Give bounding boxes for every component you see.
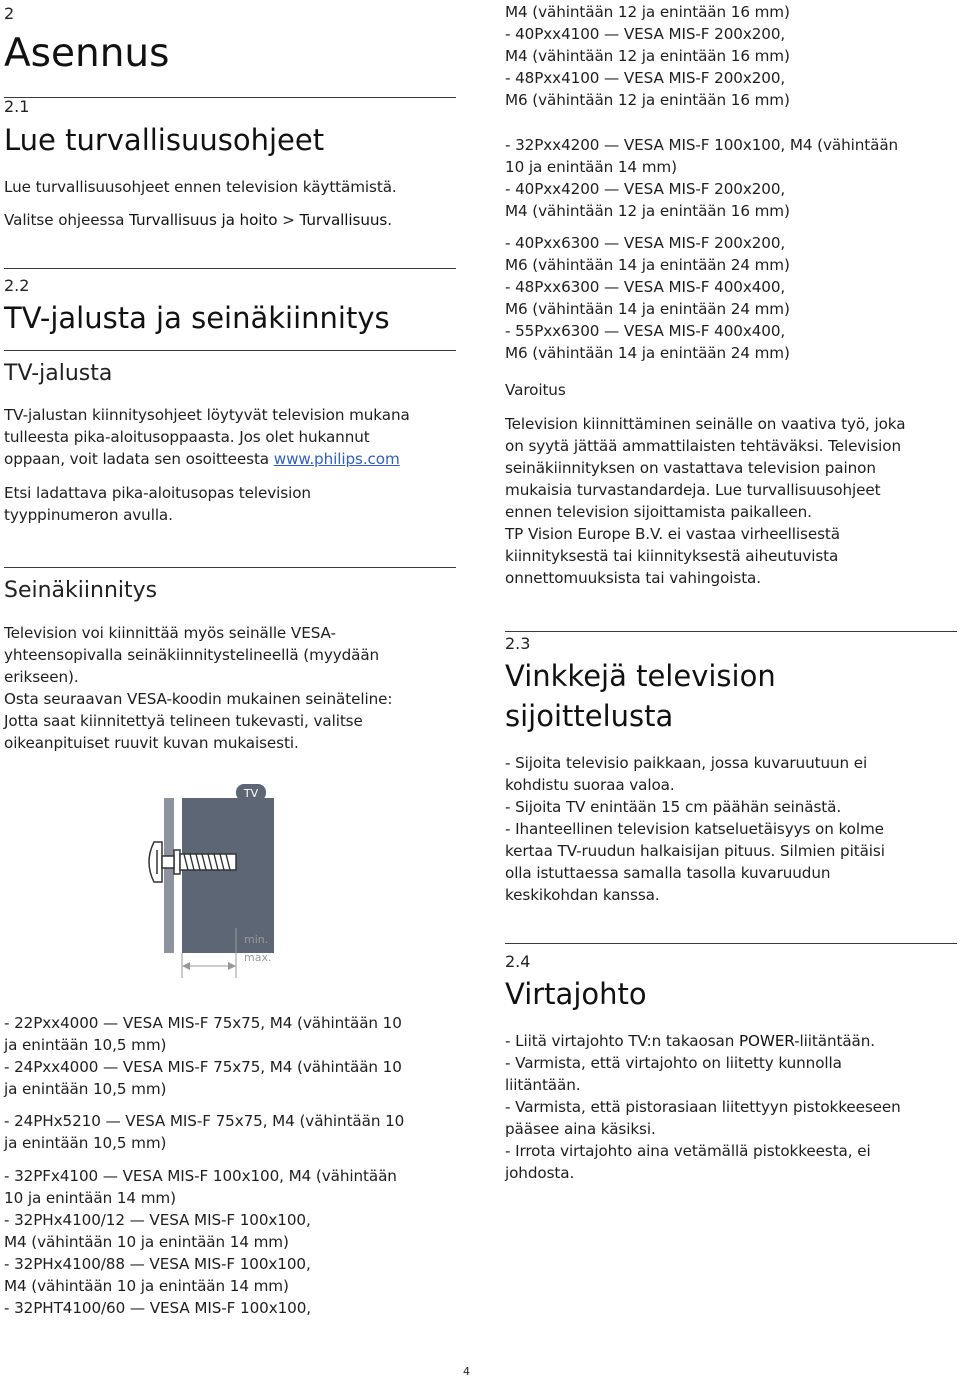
list-item: M6 (vähintään 14 ja enintään 24 mm) xyxy=(505,344,790,362)
chapter-number: 2 xyxy=(4,4,15,23)
caution-heading xyxy=(505,379,957,401)
list-item: keskikohdan kanssa. xyxy=(505,886,660,904)
screw-length-diagram xyxy=(140,778,290,983)
list-item: - Sijoita televisio paikkaan, jossa kuvaruutuun ei xyxy=(505,754,868,772)
list-item: - 32Pxx4200 — VESA MIS-F 100x100, M4 (vähintään xyxy=(505,136,899,154)
section-title-stand-mount: TV-jalusta ja seinäkiinnitys xyxy=(4,301,390,335)
paragraph-line: onnettomuuksista tai vahingoista. xyxy=(505,569,761,587)
safety-instruction xyxy=(4,209,456,231)
list-item: - 32PFx4100 — VESA MIS-F 100x100, M4 (vähintään xyxy=(4,1167,397,1185)
placement-tips xyxy=(505,752,957,906)
list-item: - 40Pxx6300 — VESA MIS-F 200x200, xyxy=(505,234,786,252)
list-item: ja enintään 10,5 mm) xyxy=(4,1036,167,1054)
text-span: > xyxy=(277,211,300,229)
paragraph-line: Television voi kiinnittää myös seinälle VESA- xyxy=(4,624,336,642)
list-item: kohdistu suoraa valoa. xyxy=(505,776,675,794)
title-line: sijoittelusta xyxy=(505,699,674,733)
arrow-right-icon xyxy=(228,962,236,970)
chapter-title: Asennus xyxy=(4,31,170,76)
section-number-2-4: 2.4 xyxy=(505,952,531,971)
text-span: oppaan, voit ladata sen osoitteesta xyxy=(4,450,274,468)
paragraph-line: oikeanpituiset ruuvit kuvan mukaisesti. xyxy=(4,734,299,752)
list-item: M4 (vähintään 10 ja enintään 14 mm) xyxy=(4,1277,289,1295)
list-item: - 32PHx4100/12 — VESA MIS-F 100x100, xyxy=(4,1211,311,1229)
list-item: - Varmista, että pistorasiaan liitettyyn pistokkeeseen xyxy=(505,1098,901,1116)
power-connector-label: POWER xyxy=(738,1032,795,1050)
list-item: - 40Pxx4200 — VESA MIS-F 200x200, xyxy=(505,180,786,198)
section-title-safety: Lue turvallisuusohjeet xyxy=(4,123,325,157)
section-divider xyxy=(4,268,456,269)
paragraph-line: Etsi ladattava pika-aloitusopas television xyxy=(4,484,311,502)
list-item: pääsee aina käsiksi. xyxy=(505,1120,656,1138)
power-cord-text xyxy=(505,1030,957,1184)
page-number: 4 xyxy=(463,1365,470,1378)
list-item: M4 (vähintään 12 ja enintään 16 mm) xyxy=(505,202,790,220)
vesa-list-left-2 xyxy=(4,1110,456,1154)
list-item: - 55Pxx6300 — VESA MIS-F 400x400, xyxy=(505,322,786,340)
list-item: 10 ja enintään 14 mm) xyxy=(505,158,677,176)
list-item: - Varmista, että virtajohto on liitetty kunnolla xyxy=(505,1054,842,1072)
list-item: ja enintään 10,5 mm) xyxy=(4,1134,167,1152)
max-label: max. xyxy=(244,951,272,964)
list-item: - 32PHT4100/60 — VESA MIS-F 100x100, xyxy=(4,1299,312,1317)
paragraph-line: Television kiinnittäminen seinälle on vaativa työ, joka xyxy=(505,415,906,433)
paragraph-line: mukaisia turvastandardeja. Lue turvallisuusohjeet xyxy=(505,481,881,499)
list-item: - 40Pxx4100 — VESA MIS-F 200x200, xyxy=(505,25,786,43)
left-column xyxy=(4,0,456,1379)
paragraph-line: ennen television sijoittamista paikalleen. xyxy=(505,503,812,521)
screw-washer xyxy=(174,850,180,874)
section-number-2-2: 2.2 xyxy=(4,276,30,295)
list-item: M4 (vähintään 10 ja enintään 14 mm) xyxy=(4,1233,289,1251)
section-number-2-1: 2.1 xyxy=(4,97,30,116)
ui-reference: Turvallisuus ja hoito xyxy=(129,211,278,229)
list-item: M6 (vähintään 12 ja enintään 16 mm) xyxy=(505,91,790,109)
screw-neck xyxy=(162,856,174,868)
section-divider xyxy=(4,97,456,98)
list-item: liitäntään. xyxy=(505,1076,581,1094)
tv-back-panel xyxy=(182,798,274,953)
right-column xyxy=(505,0,957,1379)
paragraph-line: tyyppinumeron avulla. xyxy=(4,506,173,524)
vesa-list-left-1 xyxy=(4,1012,456,1100)
section-title-power-cord: Virtajohto xyxy=(505,977,647,1011)
paragraph-line: tulleesta pika-aloitusoppaasta. Jos olet hukannut xyxy=(4,428,370,446)
vesa-list-right-2 xyxy=(505,134,957,222)
stand-text xyxy=(4,404,456,470)
vesa-list-right-3 xyxy=(505,232,957,364)
list-item: kertaa TV-ruudun halkaisijan pituus. Silmien pitäisi xyxy=(505,842,885,860)
paragraph-line: kiinnityksestä tai kiinnityksestä aiheutuvista xyxy=(505,547,839,565)
screw-head xyxy=(149,842,162,882)
caution-text xyxy=(505,413,957,589)
paragraph-line: on syytä jättää ammattilaisten tehtäväksi. Television xyxy=(505,437,901,455)
text-span: -liitäntään. xyxy=(794,1032,876,1050)
vesa-list-left-3 xyxy=(4,1165,456,1319)
list-item: - Ihanteellinen television katseluetäisyys on kolme xyxy=(505,820,884,838)
paragraph-line: Jotta saat kiinnitettyä telineen tukevasti, valitse xyxy=(4,712,363,730)
list-item: - 32PHx4100/88 — VESA MIS-F 100x100, xyxy=(4,1255,311,1273)
safety-text xyxy=(4,176,456,198)
section-number-2-3: 2.3 xyxy=(505,634,531,653)
list-item: olla istuttaessa samalla tasolla kuvaruudun xyxy=(505,864,831,882)
paragraph-line: Lue turvallisuusohjeet ennen television käyttämistä. xyxy=(4,178,397,196)
section-divider xyxy=(505,631,957,632)
section-divider xyxy=(505,943,957,944)
paragraph-line: yhteensopivalla seinäkiinnitystelineellä (myydään xyxy=(4,646,380,664)
list-item: - Irrota virtajohto aina vetämällä pistokkeesta, ei xyxy=(505,1142,871,1160)
list-item: M4 (vähintään 12 ja enintään 16 mm) xyxy=(505,3,790,21)
list-item: M4 (vähintään 12 ja enintään 16 mm) xyxy=(505,47,790,65)
vesa-list-right-1 xyxy=(505,1,957,111)
paragraph-line: erikseen). xyxy=(4,668,79,686)
paragraph-line: Osta seuraavan VESA-koodin mukainen seinäteline: xyxy=(4,690,393,708)
subsection-divider xyxy=(4,350,456,351)
arrow-left-icon xyxy=(182,962,190,970)
subheading-tv-stand: TV-jalusta xyxy=(4,361,113,386)
text-span: . xyxy=(387,211,392,229)
list-item: 10 ja enintään 14 mm) xyxy=(4,1189,176,1207)
list-item: M6 (vähintään 14 ja enintään 24 mm) xyxy=(505,256,790,274)
philips-link[interactable]: www.philips.com xyxy=(273,450,400,468)
min-label: min. xyxy=(244,933,269,946)
wall-bracket xyxy=(164,798,174,953)
caution-label: Varoitus xyxy=(505,381,566,399)
list-item: - 48Pxx6300 — VESA MIS-F 400x400, xyxy=(505,278,786,296)
wall-mount-text xyxy=(4,622,456,754)
list-item: - 48Pxx4100 — VESA MIS-F 200x200, xyxy=(505,69,786,87)
list-item: johdosta. xyxy=(505,1164,575,1182)
paragraph-line: seinäkiinnityksen on vastattava television painon xyxy=(505,459,876,477)
ui-reference: Turvallisuus xyxy=(299,211,388,229)
tv-label: TV xyxy=(243,787,259,800)
title-line: Vinkkejä television xyxy=(505,659,776,693)
list-item: M6 (vähintään 14 ja enintään 24 mm) xyxy=(505,300,790,318)
subsection-divider xyxy=(4,567,456,568)
list-item: ja enintään 10,5 mm) xyxy=(4,1080,167,1098)
text-span: - Liitä virtajohto TV:n takaosan xyxy=(505,1032,739,1050)
list-item: - 24PHx5210 — VESA MIS-F 75x75, M4 (vähintään 10 xyxy=(4,1112,405,1130)
list-item: - 22Pxx4000 — VESA MIS-F 75x75, M4 (vähintään 10 xyxy=(4,1014,402,1032)
subheading-wall-mount: Seinäkiinnitys xyxy=(4,578,158,603)
text-span: Valitse ohjeessa xyxy=(4,211,130,229)
section-title-placement xyxy=(505,656,776,736)
paragraph-line: TV-jalustan kiinnitysohjeet löytyvät television mukana xyxy=(4,406,410,424)
list-item: - 24Pxx4000 — VESA MIS-F 75x75, M4 (vähintään 10 xyxy=(4,1058,402,1076)
paragraph-line: TP Vision Europe B.V. ei vastaa virheellisestä xyxy=(505,525,840,543)
list-item: - Sijoita TV enintään 15 cm päähän seinästä. xyxy=(505,798,842,816)
stand-text-2 xyxy=(4,482,456,526)
